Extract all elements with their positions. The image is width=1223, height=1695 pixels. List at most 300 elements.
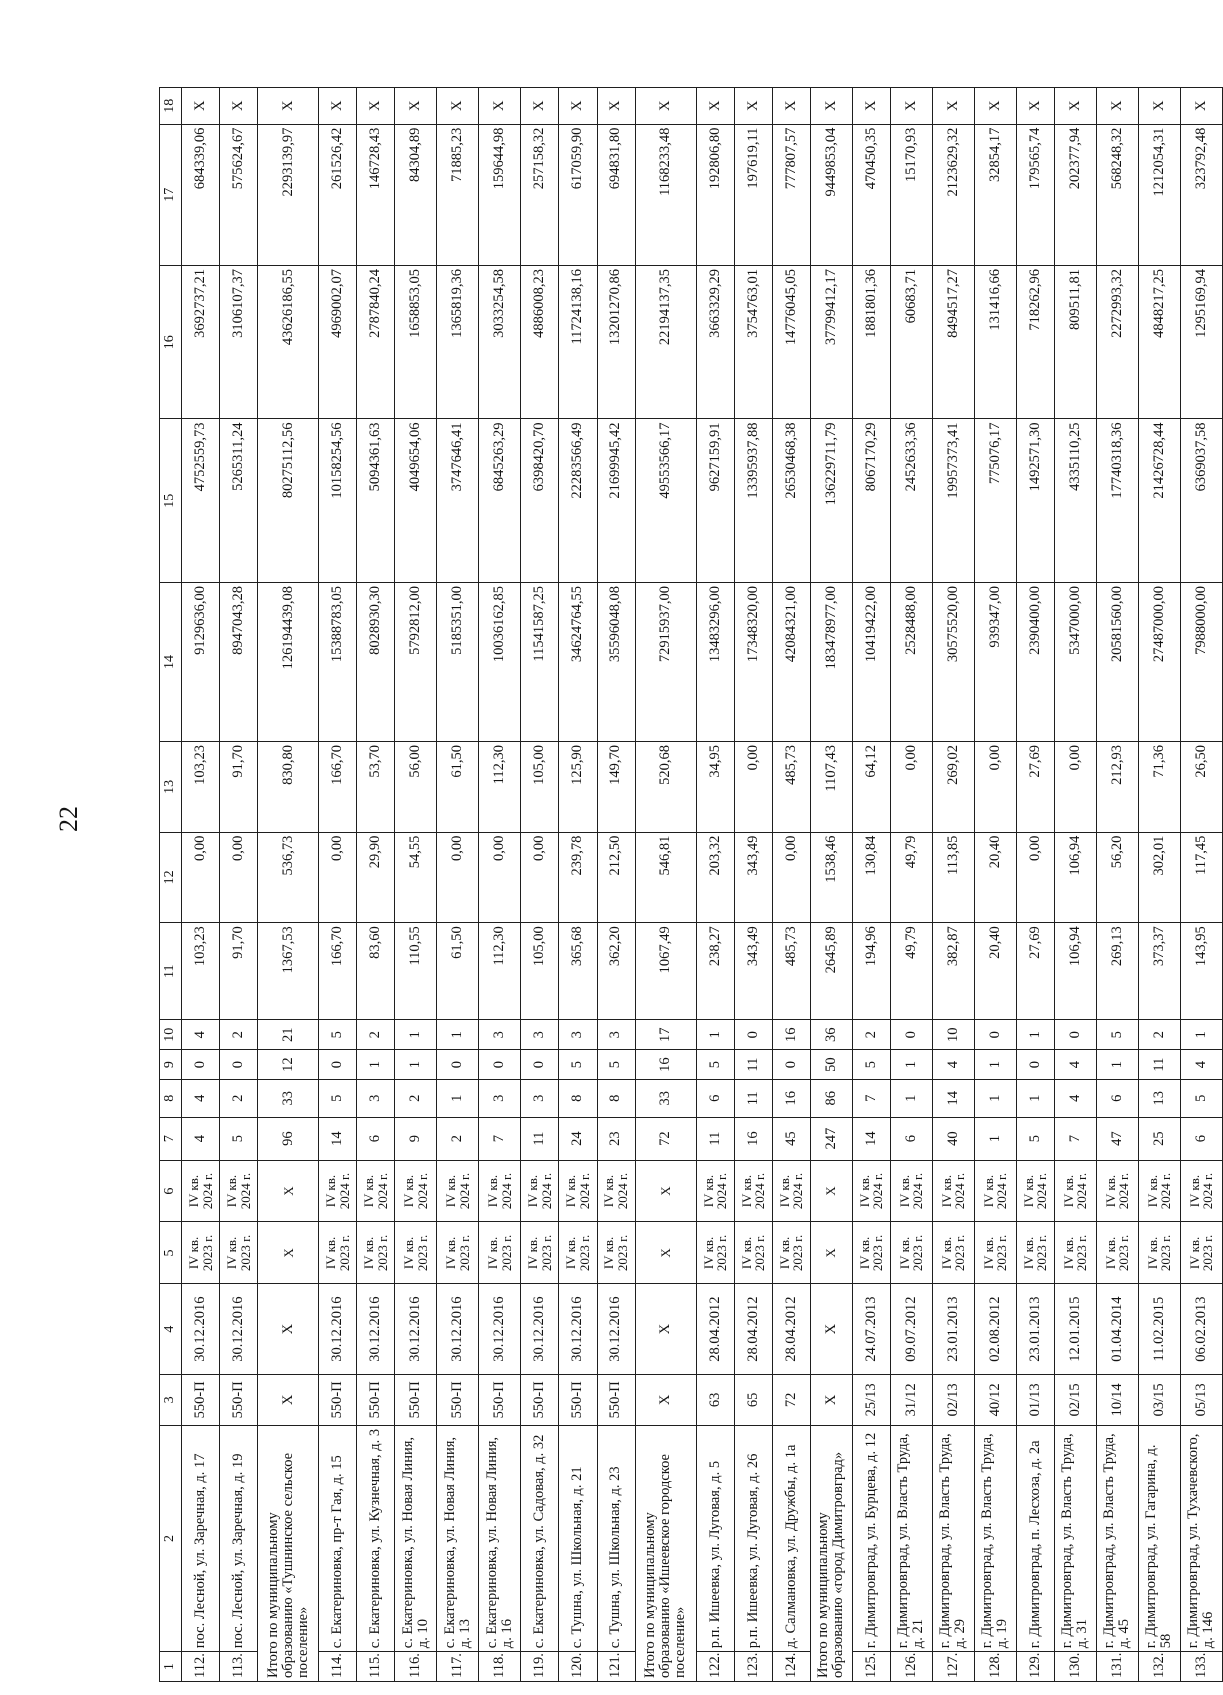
premises-total-cell: 1 bbox=[974, 1080, 1016, 1118]
decree-number-cell: 02/13 bbox=[932, 1374, 974, 1425]
planned-end-cell: IV кв. 2024 г. bbox=[395, 1160, 437, 1222]
premises-municipal-cell: 2 bbox=[220, 1020, 258, 1050]
amount-cell-c16: 43626186,55 bbox=[258, 265, 319, 419]
premises-total-cell: 3 bbox=[357, 1080, 395, 1118]
x-mark-cell: X bbox=[479, 88, 521, 125]
planned-start-cell: IV кв. 2023 г. bbox=[395, 1222, 437, 1284]
table-row bbox=[521, 88, 559, 1682]
premises-private-cell: 4 bbox=[932, 1050, 974, 1080]
amount-cell-c11: 49,79 bbox=[890, 923, 932, 1020]
column-number-cell: 14 bbox=[160, 582, 182, 741]
amount-cell-c16: 22194137,35 bbox=[635, 265, 696, 419]
residents-cell: 6 bbox=[357, 1117, 395, 1160]
address-cell: р.п. Ишеевка, ул. Луговая, д. 5 bbox=[696, 1425, 734, 1651]
column-number-cell: 6 bbox=[160, 1160, 182, 1222]
recognition-date-cell: 24.07.2013 bbox=[852, 1284, 890, 1375]
address-cell: пос. Лесной, ул. Заречная, д. 19 bbox=[220, 1425, 258, 1651]
amount-cell-c12: 212,50 bbox=[597, 832, 635, 923]
premises-municipal-cell: 1 bbox=[1180, 1020, 1222, 1050]
planned-end-cell: IV кв. 2024 г. bbox=[220, 1160, 258, 1222]
amount-cell-c14: 30575520,00 bbox=[932, 582, 974, 741]
x-mark-cell: X bbox=[1054, 88, 1096, 125]
recognition-date-cell: 30.12.2016 bbox=[319, 1284, 357, 1375]
amount-cell-c16: 1295169,94 bbox=[1180, 265, 1222, 419]
amount-cell-c17: 146728,43 bbox=[357, 124, 395, 265]
amount-cell-c17: 261526,42 bbox=[319, 124, 357, 265]
premises-total-cell: 7 bbox=[852, 1080, 890, 1118]
amount-cell-c15: 10158254,56 bbox=[319, 419, 357, 582]
planned-start-cell: IV кв. 2023 г. bbox=[357, 1222, 395, 1284]
residents-cell: 5 bbox=[220, 1117, 258, 1160]
planned-end-cell: IV кв. 2024 г. bbox=[479, 1160, 521, 1222]
residents-cell: 40 bbox=[932, 1117, 974, 1160]
amount-cell-c16: 4848217,25 bbox=[1138, 265, 1180, 419]
premises-private-cell: 0 bbox=[479, 1050, 521, 1080]
amount-cell-c12: 302,01 bbox=[1138, 832, 1180, 923]
premises-municipal-cell: 0 bbox=[974, 1020, 1016, 1050]
amount-cell-c15: 8067170,29 bbox=[852, 419, 890, 582]
recognition-date-cell: 30.12.2016 bbox=[182, 1284, 220, 1375]
planned-start-cell: IV кв. 2023 г. bbox=[479, 1222, 521, 1284]
amount-cell-c15: 21699945,42 bbox=[597, 419, 635, 582]
amount-cell-c17: 568248,32 bbox=[1096, 124, 1138, 265]
amount-cell-c12: 536,73 bbox=[258, 832, 319, 923]
decree-number-cell: 72 bbox=[772, 1374, 810, 1425]
amount-cell-c17: 257158,32 bbox=[521, 124, 559, 265]
planned-start-cell: IV кв. 2023 г. bbox=[521, 1222, 559, 1284]
decree-number-cell: X bbox=[635, 1374, 696, 1425]
decree-number-cell: 40/12 bbox=[974, 1374, 1016, 1425]
address-cell: с. Тушна, ул. Школьная, д. 23 bbox=[597, 1425, 635, 1651]
amount-cell-c12: 0,00 bbox=[182, 832, 220, 923]
amount-cell-c17: 192806,80 bbox=[696, 124, 734, 265]
decree-number-cell: 550-П bbox=[597, 1374, 635, 1425]
planned-end-cell: IV кв. 2024 г. bbox=[182, 1160, 220, 1222]
residents-cell: 9 bbox=[395, 1117, 437, 1160]
column-number-cell: 3 bbox=[160, 1374, 182, 1425]
recognition-date-cell: X bbox=[810, 1284, 852, 1375]
planned-start-cell: IV кв. 2023 г. bbox=[437, 1222, 479, 1284]
amount-cell-c11: 112,30 bbox=[479, 923, 521, 1020]
amount-cell-c14: 10419422,00 bbox=[852, 582, 890, 741]
address-cell: г. Димитровград, ул. Власть Труда, д. 45 bbox=[1096, 1425, 1138, 1651]
residents-cell: 2 bbox=[437, 1117, 479, 1160]
premises-municipal-cell: 2 bbox=[852, 1020, 890, 1050]
planned-end-cell: IV кв. 2024 г. bbox=[974, 1160, 1016, 1222]
x-mark-cell: X bbox=[319, 88, 357, 125]
decree-number-cell: X bbox=[258, 1374, 319, 1425]
x-mark-cell: X bbox=[696, 88, 734, 125]
x-mark-cell: X bbox=[1138, 88, 1180, 125]
amount-cell-c15: 9627159,91 bbox=[696, 419, 734, 582]
amount-cell-c15: 6398420,70 bbox=[521, 419, 559, 582]
row-number-cell: 128. bbox=[974, 1652, 1016, 1682]
amount-cell-c11: 343,49 bbox=[734, 923, 772, 1020]
amount-cell-c11: 20,40 bbox=[974, 923, 1016, 1020]
amount-cell-c13: 105,00 bbox=[521, 742, 559, 833]
page-number: 22 bbox=[54, 806, 83, 832]
x-mark-cell: X bbox=[772, 88, 810, 125]
address-cell: г. Димитровград, ул. Власть Труда, д. 29 bbox=[932, 1425, 974, 1651]
planned-end-cell: IV кв. 2024 г. bbox=[437, 1160, 479, 1222]
x-mark-cell: X bbox=[810, 88, 852, 125]
address-cell: г. Димитровград, ул. Гагарина, д. 58 bbox=[1138, 1425, 1180, 1651]
amount-cell-c17: 15170,93 bbox=[890, 124, 932, 265]
amount-cell-c14: 10036162,85 bbox=[479, 582, 521, 741]
amount-cell-c16: 3106107,37 bbox=[220, 265, 258, 419]
premises-private-cell: 11 bbox=[1138, 1050, 1180, 1080]
amount-cell-c16: 60683,71 bbox=[890, 265, 932, 419]
planned-end-cell: IV кв. 2024 г. bbox=[521, 1160, 559, 1222]
premises-private-cell: 0 bbox=[521, 1050, 559, 1080]
premises-municipal-cell: 5 bbox=[1096, 1020, 1138, 1050]
recognition-date-cell: 12.01.2015 bbox=[1054, 1284, 1096, 1375]
amount-cell-c14: 939347,00 bbox=[974, 582, 1016, 741]
amount-cell-c16: 8494517,27 bbox=[932, 265, 974, 419]
planned-end-cell: IV кв. 2024 г. bbox=[1180, 1160, 1222, 1222]
premises-total-cell: 13 bbox=[1138, 1080, 1180, 1118]
premises-private-cell: 4 bbox=[1180, 1050, 1222, 1080]
amount-cell-c12: 546,81 bbox=[635, 832, 696, 923]
recognition-date-cell: 09.07.2012 bbox=[890, 1284, 932, 1375]
premises-private-cell: 5 bbox=[559, 1050, 597, 1080]
premises-private-cell: 0 bbox=[182, 1050, 220, 1080]
amount-cell-c16: 4886008,23 bbox=[521, 265, 559, 419]
residents-cell: 7 bbox=[1054, 1117, 1096, 1160]
premises-private-cell: 0 bbox=[220, 1050, 258, 1080]
amount-cell-c14: 2390400,00 bbox=[1016, 582, 1054, 741]
amount-cell-c11: 106,94 bbox=[1054, 923, 1096, 1020]
planned-start-cell: IV кв. 2023 г. bbox=[696, 1222, 734, 1284]
amount-cell-c11: 1367,53 bbox=[258, 923, 319, 1020]
planned-start-cell: X bbox=[810, 1222, 852, 1284]
amount-cell-c16: 37799412,17 bbox=[810, 265, 852, 419]
planned-start-cell: IV кв. 2023 г. bbox=[1096, 1222, 1138, 1284]
decree-number-cell: 550-П bbox=[559, 1374, 597, 1425]
amount-cell-c16: 13201270,86 bbox=[597, 265, 635, 419]
address-cell: г. Димитровград, ул. Тухачевского, д. 146 bbox=[1180, 1425, 1222, 1651]
residents-cell: 7 bbox=[479, 1117, 521, 1160]
x-mark-cell: X bbox=[890, 88, 932, 125]
premises-municipal-cell: 1 bbox=[696, 1020, 734, 1050]
amount-cell-c13: 166,70 bbox=[319, 742, 357, 833]
amount-cell-c17: 202377,94 bbox=[1054, 124, 1096, 265]
table-row bbox=[974, 88, 1016, 1682]
subtotal-row bbox=[810, 88, 852, 1682]
planned-end-cell: IV кв. 2024 г. bbox=[559, 1160, 597, 1222]
recognition-date-cell: 28.04.2012 bbox=[734, 1284, 772, 1375]
amount-cell-c13: 149,70 bbox=[597, 742, 635, 833]
premises-total-cell: 33 bbox=[258, 1080, 319, 1118]
residents-cell: 24 bbox=[559, 1117, 597, 1160]
residents-cell: 96 bbox=[258, 1117, 319, 1160]
amount-cell-c15: 80275112,56 bbox=[258, 419, 319, 582]
premises-municipal-cell: 4 bbox=[182, 1020, 220, 1050]
address-cell: с. Екатериновка, пр-т Гая, д. 15 bbox=[319, 1425, 357, 1651]
premises-total-cell: 6 bbox=[1096, 1080, 1138, 1118]
residents-cell: 16 bbox=[734, 1117, 772, 1160]
amount-cell-c17: 617059,90 bbox=[559, 124, 597, 265]
premises-private-cell: 0 bbox=[319, 1050, 357, 1080]
premises-total-cell: 2 bbox=[395, 1080, 437, 1118]
recognition-date-cell: X bbox=[635, 1284, 696, 1375]
subtotal-label: Итого по муниципальному образованию «Тушнинское сельское поселение» bbox=[258, 1425, 319, 1681]
planned-end-cell: IV кв. 2024 г. bbox=[772, 1160, 810, 1222]
amount-cell-c17: 1168233,48 bbox=[635, 124, 696, 265]
premises-municipal-cell: 16 bbox=[772, 1020, 810, 1050]
column-number-cell: 4 bbox=[160, 1284, 182, 1375]
amount-cell-c16: 3754763,01 bbox=[734, 265, 772, 419]
amount-cell-c16: 1365819,36 bbox=[437, 265, 479, 419]
amount-cell-c13: 0,00 bbox=[974, 742, 1016, 833]
planned-start-cell: IV кв. 2023 г. bbox=[852, 1222, 890, 1284]
table-row bbox=[559, 88, 597, 1682]
amount-cell-c14: 13483296,00 bbox=[696, 582, 734, 741]
column-number-cell: 1 bbox=[160, 1652, 182, 1682]
amount-cell-c14: 72915937,00 bbox=[635, 582, 696, 741]
amount-cell-c17: 9449853,04 bbox=[810, 124, 852, 265]
amount-cell-c11: 2645,89 bbox=[810, 923, 852, 1020]
amount-cell-c14: 5792812,00 bbox=[395, 582, 437, 741]
table-row bbox=[1180, 88, 1222, 1682]
row-number-cell: 130. bbox=[1054, 1652, 1096, 1682]
planned-start-cell: IV кв. 2023 г. bbox=[932, 1222, 974, 1284]
row-number-cell: 124. bbox=[772, 1652, 810, 1682]
premises-municipal-cell: 3 bbox=[559, 1020, 597, 1050]
planned-start-cell: IV кв. 2023 г. bbox=[1054, 1222, 1096, 1284]
amount-cell-c16: 4969002,07 bbox=[319, 265, 357, 419]
amount-cell-c14: 20581560,00 bbox=[1096, 582, 1138, 741]
amount-cell-c17: 2293139,97 bbox=[258, 124, 319, 265]
x-mark-cell: X bbox=[521, 88, 559, 125]
residents-cell: 11 bbox=[696, 1117, 734, 1160]
decree-number-cell: 550-П bbox=[319, 1374, 357, 1425]
amount-cell-c11: 382,87 bbox=[932, 923, 974, 1020]
amount-cell-c12: 117,45 bbox=[1180, 832, 1222, 923]
table-row bbox=[696, 88, 734, 1682]
premises-private-cell: 50 bbox=[810, 1050, 852, 1080]
amount-cell-c17: 470450,35 bbox=[852, 124, 890, 265]
amount-cell-c15: 6845263,29 bbox=[479, 419, 521, 582]
amount-cell-c17: 575624,67 bbox=[220, 124, 258, 265]
amount-cell-c13: 56,00 bbox=[395, 742, 437, 833]
residents-cell: 45 bbox=[772, 1117, 810, 1160]
amount-cell-c17: 2123629,32 bbox=[932, 124, 974, 265]
amount-cell-c12: 203,32 bbox=[696, 832, 734, 923]
recognition-date-cell: 23.01.2013 bbox=[932, 1284, 974, 1375]
planned-end-cell: IV кв. 2024 г. bbox=[1054, 1160, 1096, 1222]
recognition-date-cell: 11.02.2015 bbox=[1138, 1284, 1180, 1375]
premises-municipal-cell: 1 bbox=[437, 1020, 479, 1050]
amount-cell-c12: 113,85 bbox=[932, 832, 974, 923]
amount-cell-c12: 29,90 bbox=[357, 832, 395, 923]
amount-cell-c14: 126194439,08 bbox=[258, 582, 319, 741]
column-number-cell: 10 bbox=[160, 1020, 182, 1050]
row-number-cell: 117. bbox=[437, 1652, 479, 1682]
row-number-cell: 121. bbox=[597, 1652, 635, 1682]
subtotal-row bbox=[258, 88, 319, 1682]
x-mark-cell: X bbox=[1016, 88, 1054, 125]
premises-municipal-cell: 36 bbox=[810, 1020, 852, 1050]
address-cell: г. Димитровград, ул. Власть Труда, д. 21 bbox=[890, 1425, 932, 1651]
amount-cell-c17: 84304,89 bbox=[395, 124, 437, 265]
x-mark-cell: X bbox=[220, 88, 258, 125]
row-number-cell: 131. bbox=[1096, 1652, 1138, 1682]
planned-end-cell: IV кв. 2024 г. bbox=[1016, 1160, 1054, 1222]
planned-start-cell: IV кв. 2023 г. bbox=[1180, 1222, 1222, 1284]
rotated-table-wrapper bbox=[159, 87, 1223, 1682]
premises-private-cell: 5 bbox=[696, 1050, 734, 1080]
subtotal-label: Итого по муниципальному образованию «Ишеевское городское поселение» bbox=[635, 1425, 696, 1681]
row-number-cell: 116. bbox=[395, 1652, 437, 1682]
planned-end-cell: IV кв. 2024 г. bbox=[357, 1160, 395, 1222]
table-row bbox=[932, 88, 974, 1682]
row-number-cell: 113. bbox=[220, 1652, 258, 1682]
premises-total-cell: 6 bbox=[696, 1080, 734, 1118]
premises-municipal-cell: 1 bbox=[395, 1020, 437, 1050]
recognition-date-cell: 30.12.2016 bbox=[395, 1284, 437, 1375]
amount-cell-c11: 238,27 bbox=[696, 923, 734, 1020]
decree-number-cell: 65 bbox=[734, 1374, 772, 1425]
table-row bbox=[220, 88, 258, 1682]
amount-cell-c11: 365,68 bbox=[559, 923, 597, 1020]
planned-end-cell: X bbox=[258, 1160, 319, 1222]
amount-cell-c17: 684339,06 bbox=[182, 124, 220, 265]
table-row bbox=[357, 88, 395, 1682]
amount-cell-c11: 61,50 bbox=[437, 923, 479, 1020]
row-number-cell: 119. bbox=[521, 1652, 559, 1682]
premises-private-cell: 0 bbox=[437, 1050, 479, 1080]
amount-cell-c15: 136229711,79 bbox=[810, 419, 852, 582]
amount-cell-c11: 83,60 bbox=[357, 923, 395, 1020]
amount-cell-c15: 3747646,41 bbox=[437, 419, 479, 582]
table-row bbox=[437, 88, 479, 1682]
x-mark-cell: X bbox=[395, 88, 437, 125]
address-cell: с. Екатериновка, ул. Кузнечная, д. 3 bbox=[357, 1425, 395, 1651]
column-number-cell: 18 bbox=[160, 88, 182, 125]
amount-cell-c12: 239,78 bbox=[559, 832, 597, 923]
amount-cell-c15: 22283566,49 bbox=[559, 419, 597, 582]
table-row bbox=[1016, 88, 1054, 1682]
x-mark-cell: X bbox=[437, 88, 479, 125]
amount-cell-c13: 212,93 bbox=[1096, 742, 1138, 833]
planned-start-cell: X bbox=[258, 1222, 319, 1284]
premises-private-cell: 5 bbox=[852, 1050, 890, 1080]
amount-cell-c15: 26530468,38 bbox=[772, 419, 810, 582]
amount-cell-c12: 130,84 bbox=[852, 832, 890, 923]
amount-cell-c12: 56,20 bbox=[1096, 832, 1138, 923]
amount-cell-c11: 1067,49 bbox=[635, 923, 696, 1020]
amount-cell-c13: 269,02 bbox=[932, 742, 974, 833]
amount-cell-c14: 35596048,08 bbox=[597, 582, 635, 741]
amount-cell-c15: 5094361,63 bbox=[357, 419, 395, 582]
x-mark-cell: X bbox=[597, 88, 635, 125]
amount-cell-c14: 15388783,05 bbox=[319, 582, 357, 741]
premises-municipal-cell: 1 bbox=[1016, 1020, 1054, 1050]
premises-total-cell: 5 bbox=[1180, 1080, 1222, 1118]
amount-cell-c15: 49553566,17 bbox=[635, 419, 696, 582]
planned-start-cell: IV кв. 2023 г. bbox=[772, 1222, 810, 1284]
row-number-cell: 114. bbox=[319, 1652, 357, 1682]
amount-cell-c16: 131416,66 bbox=[974, 265, 1016, 419]
amount-cell-c15: 2452633,36 bbox=[890, 419, 932, 582]
decree-number-cell: 10/14 bbox=[1096, 1374, 1138, 1425]
address-cell: р.п. Ишеевка, ул. Луговая, д. 26 bbox=[734, 1425, 772, 1651]
table-row bbox=[734, 88, 772, 1682]
amount-cell-c11: 485,73 bbox=[772, 923, 810, 1020]
column-number-cell: 11 bbox=[160, 923, 182, 1020]
planned-start-cell: IV кв. 2023 г. bbox=[1138, 1222, 1180, 1284]
address-cell: г. Димитровград, ул. Власть Труда, д. 31 bbox=[1054, 1425, 1096, 1651]
amount-cell-c11: 110,55 bbox=[395, 923, 437, 1020]
amount-cell-c16: 14776045,05 bbox=[772, 265, 810, 419]
amount-cell-c13: 485,73 bbox=[772, 742, 810, 833]
amount-cell-c14: 7988000,00 bbox=[1180, 582, 1222, 741]
premises-total-cell: 1 bbox=[1016, 1080, 1054, 1118]
housing-program-table bbox=[159, 87, 1223, 1682]
amount-cell-c16: 809511,81 bbox=[1054, 265, 1096, 419]
amount-cell-c14: 9129636,00 bbox=[182, 582, 220, 741]
residents-cell: 25 bbox=[1138, 1117, 1180, 1160]
planned-end-cell: IV кв. 2024 г. bbox=[932, 1160, 974, 1222]
amount-cell-c16: 2272993,32 bbox=[1096, 265, 1138, 419]
amount-cell-c14: 8028930,30 bbox=[357, 582, 395, 741]
amount-cell-c11: 143,95 bbox=[1180, 923, 1222, 1020]
amount-cell-c17: 1212054,31 bbox=[1138, 124, 1180, 265]
address-cell: г. Димитровград, п. Лесхоза, д. 2а bbox=[1016, 1425, 1054, 1651]
table-row bbox=[890, 88, 932, 1682]
address-cell: г. Димитровград, ул. Власть Труда, д. 19 bbox=[974, 1425, 1016, 1651]
premises-private-cell: 5 bbox=[597, 1050, 635, 1080]
premises-municipal-cell: 0 bbox=[734, 1020, 772, 1050]
address-cell: с. Тушна, ул. Школьная, д. 21 bbox=[559, 1425, 597, 1651]
amount-cell-c13: 112,30 bbox=[479, 742, 521, 833]
amount-cell-c15: 5265311,24 bbox=[220, 419, 258, 582]
residents-cell: 47 bbox=[1096, 1117, 1138, 1160]
amount-cell-c17: 179565,74 bbox=[1016, 124, 1054, 265]
recognition-date-cell: 30.12.2016 bbox=[479, 1284, 521, 1375]
recognition-date-cell: 23.01.2013 bbox=[1016, 1284, 1054, 1375]
amount-cell-c15: 4335110,25 bbox=[1054, 419, 1096, 582]
table-row bbox=[772, 88, 810, 1682]
row-number-cell: 133. bbox=[1180, 1652, 1222, 1682]
residents-cell: 14 bbox=[852, 1117, 890, 1160]
premises-total-cell: 86 bbox=[810, 1080, 852, 1118]
row-number-cell: 120. bbox=[559, 1652, 597, 1682]
premises-total-cell: 2 bbox=[220, 1080, 258, 1118]
residents-cell: 247 bbox=[810, 1117, 852, 1160]
subtotal-label: Итого по муниципальному образованию «город Димитровград» bbox=[810, 1425, 852, 1681]
amount-cell-c11: 194,96 bbox=[852, 923, 890, 1020]
table-row bbox=[319, 88, 357, 1682]
decree-number-cell: 05/13 bbox=[1180, 1374, 1222, 1425]
amount-cell-c15: 19957373,41 bbox=[932, 419, 974, 582]
planned-start-cell: IV кв. 2023 г. bbox=[734, 1222, 772, 1284]
x-mark-cell: X bbox=[258, 88, 319, 125]
decree-number-cell: 63 bbox=[696, 1374, 734, 1425]
amount-cell-c16: 3663329,29 bbox=[696, 265, 734, 419]
premises-total-cell: 4 bbox=[1054, 1080, 1096, 1118]
planned-end-cell: IV кв. 2024 г. bbox=[597, 1160, 635, 1222]
amount-cell-c12: 0,00 bbox=[772, 832, 810, 923]
column-number-cell: 17 bbox=[160, 124, 182, 265]
x-mark-cell: X bbox=[1096, 88, 1138, 125]
row-number-cell: 125. bbox=[852, 1652, 890, 1682]
row-number-cell: 112. bbox=[182, 1652, 220, 1682]
planned-start-cell: IV кв. 2023 г. bbox=[559, 1222, 597, 1284]
planned-end-cell: IV кв. 2024 г. bbox=[319, 1160, 357, 1222]
column-number-cell: 5 bbox=[160, 1222, 182, 1284]
